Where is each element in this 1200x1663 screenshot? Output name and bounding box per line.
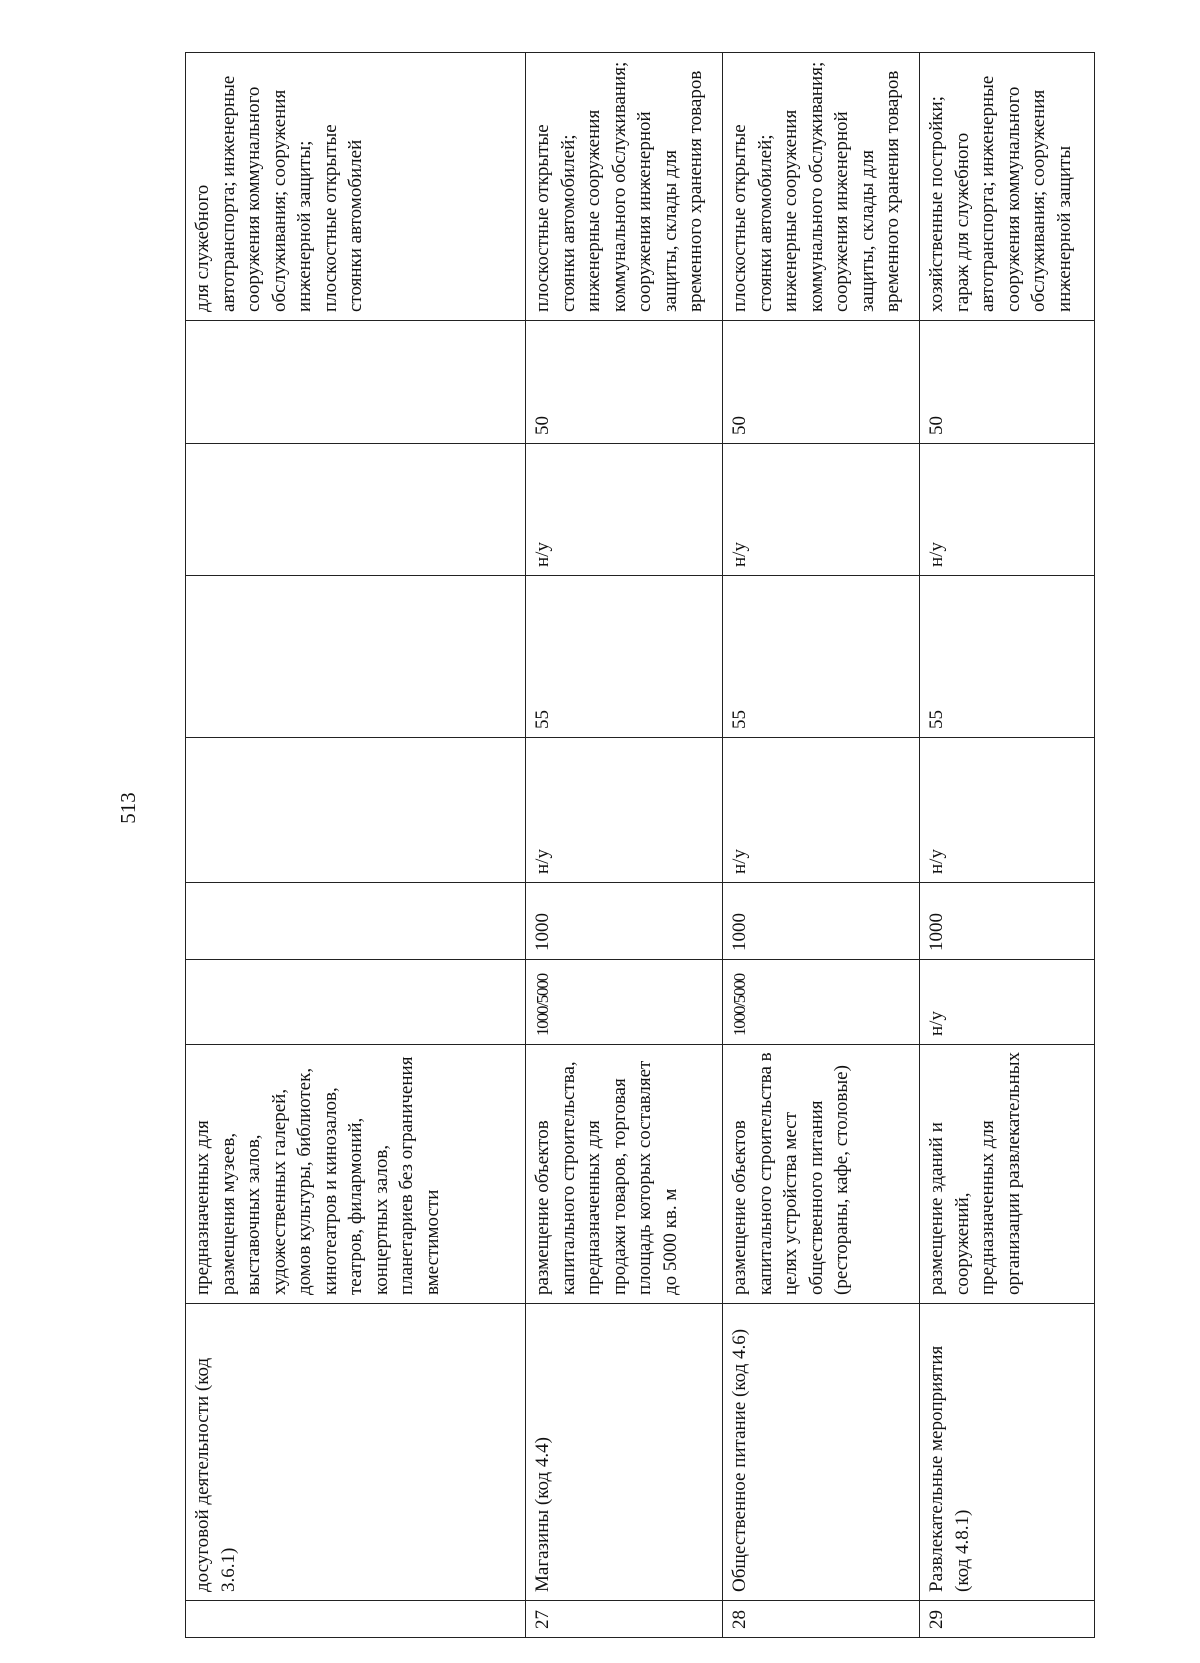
land-use-name-cell: Общественное питание (код 4.6) [723, 1304, 920, 1601]
description-cell: предназначенных для размещения музеев, выставочных залов, художественных галерей, домов культуры, библиотек, кинотеатров и кинозалов, театров, филармоний, концертных залов, планетариев без ограничения вместимости [186, 1045, 526, 1304]
floors-cell: н/у [526, 738, 723, 883]
floors-cell [186, 738, 526, 883]
coverage-cell: н/у [526, 444, 723, 576]
row-number-cell: 29 [920, 1601, 1095, 1638]
table-row [526, 53, 723, 1638]
table-row [723, 53, 920, 1638]
land-use-name-cell: Развлекательные мероприятия (код 4.8.1) [920, 1304, 1095, 1601]
floors-cell: н/у [920, 738, 1095, 883]
table-row [186, 53, 526, 1638]
height-cell: 55 [723, 576, 920, 738]
land-use-name-cell: Магазины (код 4.4) [526, 1304, 723, 1601]
setback-cell: 1000 [723, 883, 920, 960]
auxiliary-uses-cell: плоскостные открытые стоянки автомобилей; инженерные сооружения коммунального обслуживания; сооружения инженерной защиты, склады для временного хранения товаров [723, 53, 920, 321]
height-cell [186, 576, 526, 738]
height-cell: 55 [526, 576, 723, 738]
plot-area-cell: н/у [920, 960, 1095, 1045]
landscaping-cell [186, 321, 526, 444]
land-use-name-cell: досуговой деятельности (код 3.6.1) [186, 1304, 526, 1601]
plot-area-cell: 1000/5000 [526, 960, 723, 1045]
page-number: 513 [116, 792, 140, 824]
land-use-table [185, 52, 1095, 1638]
height-cell: 55 [920, 576, 1095, 738]
plot-area-cell: 1000/5000 [723, 960, 920, 1045]
setback-cell: 1000 [920, 883, 1095, 960]
plot-area-cell [186, 960, 526, 1045]
row-number-cell: 28 [723, 1601, 920, 1638]
description-cell: размещение объектов капитального строительства, предназначенных для продажи товаров, торговая площадь которых составляет до 5000 кв. м [526, 1045, 723, 1304]
description-cell: размещение объектов капитального строительства в целях устройства мест общественного питания (рестораны, кафе, столовые) [723, 1045, 920, 1304]
landscaping-cell: 50 [723, 321, 920, 444]
coverage-cell [186, 444, 526, 576]
description-cell: размещение зданий и сооружений, предназначенных для организации развлекательных [920, 1045, 1095, 1304]
auxiliary-uses-cell: для служебного автотранспорта; инженерные сооружения коммунального обслуживания; сооружения инженерной защиты; плоскостные открытые стоянки автомобилей [186, 53, 526, 321]
auxiliary-uses-cell: плоскостные открытые стоянки автомобилей; инженерные сооружения коммунального обслуживания; сооружения инженерной защиты, склады для временного хранения товаров [526, 53, 723, 321]
setback-cell [186, 883, 526, 960]
row-number-cell: 27 [526, 1601, 723, 1638]
row-number-cell [186, 1601, 526, 1638]
coverage-cell: н/у [723, 444, 920, 576]
setback-cell: 1000 [526, 883, 723, 960]
floors-cell: н/у [723, 738, 920, 883]
auxiliary-uses-cell: хозяйственные постройки; гараж для служебного автотранспорта; инженерные сооружения коммунального обслуживания; сооружения инженерной защиты [920, 53, 1095, 321]
landscaping-cell: 50 [920, 321, 1095, 444]
document-table-rotated [185, 53, 1088, 1638]
coverage-cell: н/у [920, 444, 1095, 576]
table-row [920, 53, 1095, 1638]
landscaping-cell: 50 [526, 321, 723, 444]
